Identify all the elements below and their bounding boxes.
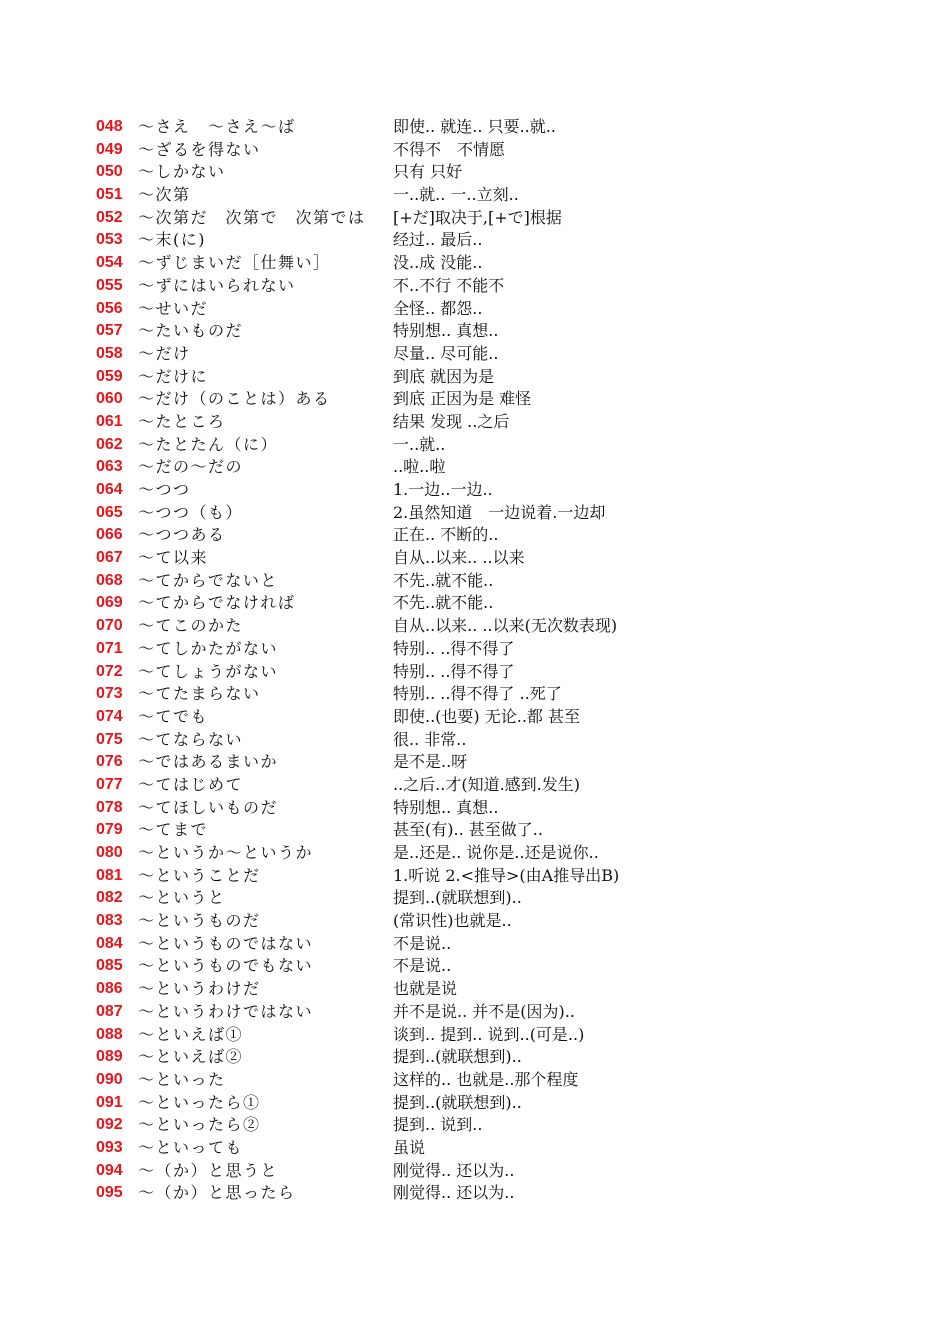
- grammar-pattern: ～てでも: [138, 706, 209, 726]
- grammar-pattern: ～つつある: [138, 525, 226, 545]
- pattern-meaning: 全怪.. 都怨..: [393, 298, 483, 318]
- grammar-list: [96, 116, 896, 1205]
- grammar-pattern: ～だけ（のことは）ある: [138, 389, 331, 409]
- entry-number: 072: [96, 662, 123, 680]
- entry-number: 084: [96, 934, 123, 952]
- pattern-meaning: ..之后..才(知道.感到.发生): [393, 774, 581, 794]
- pattern-meaning: 1.听说 2.<推导>(由A推导出B): [393, 865, 620, 885]
- entry-number: 061: [96, 412, 123, 430]
- entry-number: 058: [96, 344, 123, 362]
- entry-number: 073: [96, 685, 123, 703]
- pattern-meaning: 提到.. 说到..: [393, 1115, 483, 1135]
- list-item: [96, 547, 896, 570]
- entry-number: 092: [96, 1116, 123, 1134]
- grammar-pattern: ～というわけではない: [138, 1001, 314, 1021]
- pattern-meaning: 经过.. 最后..: [393, 230, 483, 250]
- grammar-pattern: ～といえば②: [138, 1047, 244, 1067]
- pattern-meaning: 很.. 非常..: [393, 729, 467, 749]
- grammar-pattern: ～ずにはいられない: [138, 275, 296, 295]
- entry-number: 056: [96, 299, 123, 317]
- entry-number: 083: [96, 912, 123, 930]
- pattern-meaning: 谈到.. 提到.. 说到..(可是..): [393, 1024, 585, 1044]
- pattern-meaning: 不是说..: [393, 933, 452, 953]
- entry-number: 059: [96, 367, 123, 385]
- entry-number: 050: [96, 163, 123, 181]
- grammar-pattern: ～てはじめて: [138, 774, 244, 794]
- list-item: [96, 955, 896, 978]
- list-item: [96, 275, 896, 298]
- entry-number: 057: [96, 322, 123, 340]
- entry-number: 069: [96, 594, 123, 612]
- grammar-pattern: ～というものでもない: [138, 956, 314, 976]
- list-item: [96, 1160, 896, 1183]
- entry-number: 077: [96, 775, 123, 793]
- pattern-meaning: 即使.. 就连.. 只要..就..: [393, 117, 556, 136]
- list-item: [96, 933, 896, 956]
- grammar-pattern: ～てしかたがない: [138, 638, 279, 658]
- entry-number: 094: [96, 1161, 123, 1179]
- list-item: [96, 320, 896, 343]
- grammar-pattern: ～たとたん（に）: [138, 434, 279, 454]
- pattern-meaning: [+だ]取决于,[+で]根据: [393, 207, 562, 227]
- list-item: [96, 161, 896, 184]
- pattern-meaning: 到底 就因为是: [393, 366, 495, 386]
- list-item: [96, 524, 896, 547]
- entry-number: 055: [96, 276, 123, 294]
- list-item: [96, 706, 896, 729]
- pattern-meaning: 特别.. ..得不得了 ..死了: [393, 684, 562, 704]
- pattern-meaning: 特别想.. 真想..: [393, 797, 499, 817]
- pattern-meaning: 一..就..: [393, 434, 446, 454]
- grammar-pattern: ～さえ ～さえ～ば: [138, 117, 296, 136]
- pattern-meaning: 自从..以来.. ..以来(无次数表现): [393, 616, 618, 636]
- entry-number: 054: [96, 254, 123, 272]
- entry-number: 060: [96, 390, 123, 408]
- list-item: [96, 1114, 896, 1137]
- grammar-pattern: ～ということだ: [138, 865, 261, 885]
- grammar-pattern: ～末(に): [138, 230, 206, 250]
- grammar-pattern: ～てしょうがない: [138, 661, 279, 681]
- list-item: [96, 207, 896, 230]
- grammar-pattern: ～たいものだ: [138, 321, 244, 341]
- list-item: [96, 502, 896, 525]
- list-item: [96, 116, 896, 139]
- list-item: [96, 978, 896, 1001]
- list-item: [96, 774, 896, 797]
- entry-number: 095: [96, 1184, 123, 1202]
- grammar-pattern: ～ざるを得ない: [138, 139, 261, 159]
- pattern-meaning: 到底 正因为是 难怪: [393, 389, 532, 409]
- list-item: [96, 592, 896, 615]
- pattern-meaning: 特别想.. 真想..: [393, 321, 499, 341]
- pattern-meaning: 甚至(有).. 甚至做了..: [393, 820, 543, 840]
- list-item: [96, 366, 896, 389]
- grammar-pattern: ～といったら①: [138, 1092, 261, 1112]
- grammar-pattern: ～というものではない: [138, 933, 314, 953]
- pattern-meaning: 并不是说.. 并不是(因为)..: [393, 1001, 575, 1021]
- entry-number: 063: [96, 458, 123, 476]
- list-item: [96, 638, 896, 661]
- pattern-meaning: 不是说..: [393, 956, 452, 976]
- entry-number: 082: [96, 889, 123, 907]
- entry-number: 093: [96, 1138, 123, 1156]
- pattern-meaning: 也就是说: [393, 979, 458, 999]
- pattern-meaning: 虽说: [393, 1137, 426, 1157]
- grammar-pattern: ～ずじまいだ［仕舞い］: [138, 253, 331, 273]
- list-item: [96, 1024, 896, 1047]
- list-item: [96, 388, 896, 411]
- grammar-pattern: ～てこのかた: [138, 616, 244, 636]
- grammar-pattern: ～てほしいものだ: [138, 797, 279, 817]
- list-item: [96, 1137, 896, 1160]
- entry-number: 081: [96, 866, 123, 884]
- grammar-pattern: ～（か）と思うと: [138, 1160, 279, 1180]
- entry-number: 085: [96, 957, 123, 975]
- list-item: [96, 819, 896, 842]
- entry-number: 068: [96, 571, 123, 589]
- pattern-meaning: 自从..以来.. ..以来: [393, 548, 525, 568]
- grammar-pattern: ～次第だ 次第で 次第では: [138, 207, 366, 227]
- grammar-pattern: ～つつ: [138, 480, 191, 499]
- grammar-pattern: ～たところ: [138, 411, 226, 431]
- grammar-pattern: ～といっても: [138, 1137, 244, 1157]
- list-item: [96, 570, 896, 593]
- list-item: [96, 411, 896, 434]
- grammar-pattern: ～次第: [138, 185, 191, 205]
- entry-number: 070: [96, 617, 123, 635]
- grammar-pattern: ～てならない: [138, 729, 244, 749]
- pattern-meaning: 特别.. ..得不得了: [393, 638, 515, 658]
- entry-number: 062: [96, 435, 123, 453]
- pattern-meaning: 正在.. 不断的..: [393, 525, 499, 545]
- entry-number: 080: [96, 844, 123, 861]
- list-item: [96, 1001, 896, 1024]
- list-item: [96, 910, 896, 933]
- grammar-pattern: ～といえば①: [138, 1024, 244, 1044]
- pattern-meaning: (常识性)也就是..: [393, 911, 512, 931]
- list-item: [96, 797, 896, 820]
- grammar-pattern: ～というと: [138, 888, 226, 908]
- grammar-pattern: ～てまで: [138, 820, 209, 840]
- list-item: [96, 1182, 896, 1205]
- pattern-meaning: 一..就.. 一..立刻..: [393, 185, 519, 205]
- entry-number: 079: [96, 821, 123, 839]
- entry-number: 051: [96, 186, 123, 204]
- list-item: [96, 434, 896, 457]
- grammar-pattern: ～といったら②: [138, 1115, 261, 1135]
- pattern-meaning: 特别.. ..得不得了: [393, 661, 515, 681]
- list-item: [96, 615, 896, 638]
- pattern-meaning: 即使..(也要) 无论..都 甚至: [393, 706, 581, 726]
- grammar-pattern: ～ではあるまいか: [138, 752, 279, 772]
- pattern-meaning: 不得不 不情愿: [393, 139, 506, 159]
- pattern-meaning: 提到..(就联想到)..: [393, 1092, 522, 1112]
- entry-number: 074: [96, 707, 123, 725]
- grammar-pattern: ～てからでないと: [138, 570, 278, 590]
- list-item: [96, 298, 896, 321]
- list-item: [96, 1046, 896, 1069]
- pattern-meaning: 只有 只好: [393, 162, 463, 182]
- list-item: [96, 887, 896, 910]
- entry-number: 088: [96, 1025, 123, 1043]
- entry-number: 090: [96, 1070, 123, 1088]
- grammar-pattern: ～せいだ: [138, 298, 209, 318]
- entry-number: 086: [96, 980, 123, 998]
- entry-number: 049: [96, 140, 123, 158]
- entry-number: 052: [96, 208, 123, 226]
- list-item: [96, 865, 896, 888]
- list-item: [96, 184, 896, 207]
- grammar-pattern: ～というものだ: [138, 911, 261, 931]
- entry-number: 064: [96, 481, 123, 498]
- grammar-pattern: ～といった: [138, 1069, 226, 1089]
- list-item: [96, 139, 896, 162]
- pattern-meaning: 没..成 没能..: [393, 253, 483, 273]
- pattern-meaning: 不..不行 不能不: [393, 275, 505, 295]
- pattern-meaning: 不先..就不能..: [393, 570, 494, 590]
- pattern-meaning: 这样的.. 也就是..那个程度: [393, 1069, 579, 1089]
- grammar-pattern: ～だけ: [138, 343, 191, 363]
- list-item: [96, 661, 896, 684]
- pattern-meaning: 刚觉得.. 还以为..: [393, 1183, 515, 1203]
- entry-number: 087: [96, 1002, 123, 1020]
- pattern-meaning: 是..还是.. 说你是..还是说你..: [393, 843, 599, 862]
- pattern-meaning: 提到..(就联想到)..: [393, 1047, 522, 1067]
- pattern-meaning: 1.一边..一边..: [393, 480, 493, 499]
- pattern-meaning: 是不是..呀: [393, 752, 468, 772]
- entry-number: 065: [96, 503, 123, 521]
- pattern-meaning: 结果 发现 ..之后: [393, 411, 510, 431]
- entry-number: 067: [96, 549, 123, 567]
- grammar-pattern: ～て以来: [138, 548, 209, 568]
- grammar-pattern: ～てたまらない: [138, 684, 261, 704]
- list-item: [96, 1069, 896, 1092]
- grammar-pattern: ～だけに: [138, 366, 209, 386]
- list-item: [96, 479, 896, 502]
- pattern-meaning: 不先..就不能..: [393, 593, 494, 613]
- grammar-pattern: ～しかない: [138, 162, 226, 182]
- pattern-meaning: 提到..(就联想到)..: [393, 888, 522, 908]
- list-item: [96, 1092, 896, 1115]
- grammar-pattern: ～てからでなければ: [138, 593, 296, 613]
- pattern-meaning: 刚觉得.. 还以为..: [393, 1160, 515, 1180]
- pattern-meaning: ..啦..啦: [393, 457, 446, 477]
- entry-number: 048: [96, 118, 123, 135]
- list-item: [96, 729, 896, 752]
- entry-number: 053: [96, 231, 123, 249]
- list-item: [96, 343, 896, 366]
- list-item: [96, 751, 896, 774]
- grammar-pattern: ～つつ（も）: [138, 502, 244, 522]
- grammar-pattern: ～だの～だの: [138, 457, 244, 477]
- grammar-pattern: ～（か）と思ったら: [138, 1183, 296, 1203]
- entry-number: 075: [96, 730, 123, 748]
- entry-number: 091: [96, 1093, 123, 1111]
- list-item: [96, 842, 896, 865]
- entry-number: 066: [96, 526, 123, 544]
- entry-number: 071: [96, 639, 123, 657]
- pattern-meaning: 尽量.. 尽可能..: [393, 343, 499, 363]
- entry-number: 078: [96, 798, 123, 816]
- entry-number: 089: [96, 1048, 123, 1066]
- list-item: [96, 252, 896, 275]
- grammar-pattern: ～というわけだ: [138, 979, 261, 999]
- list-item: [96, 456, 896, 479]
- grammar-pattern: ～というか～というか: [138, 843, 314, 862]
- entry-number: 076: [96, 753, 123, 771]
- list-item: [96, 229, 896, 252]
- pattern-meaning: 2.虽然知道 一边说着.一边却: [393, 502, 606, 522]
- list-item: [96, 683, 896, 706]
